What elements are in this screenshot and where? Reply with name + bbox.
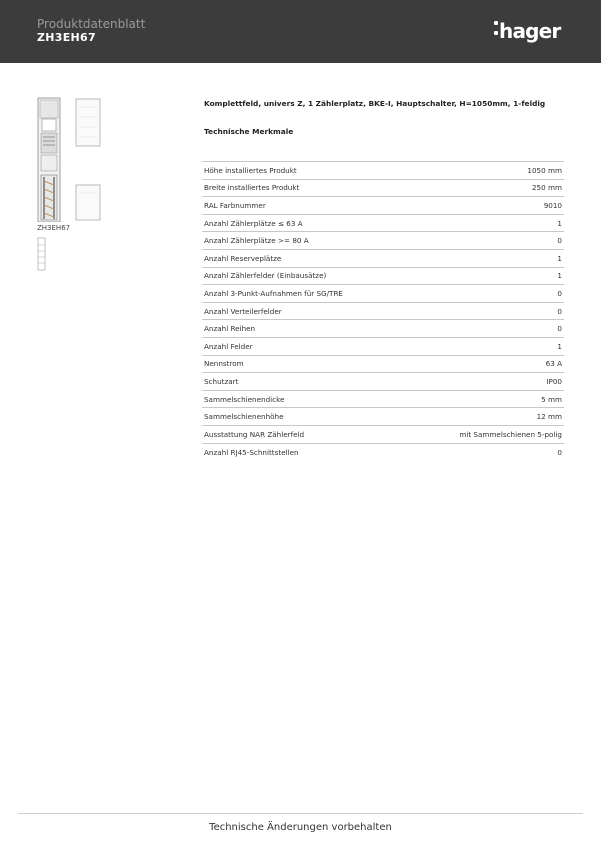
spec-label: Anzahl Zählerplätze ≤ 63 A: [202, 214, 409, 232]
table-row: [202, 249, 564, 267]
spec-value: 63 A: [409, 355, 564, 373]
logo-wordmark: hager: [499, 19, 561, 43]
spec-value: 0: [409, 232, 564, 250]
table-row: [202, 179, 564, 197]
spec-value: 0: [409, 320, 564, 338]
spec-value: IP00: [409, 373, 564, 391]
table-row: [202, 162, 564, 180]
spec-value: 12 mm: [409, 408, 564, 426]
table-row: [202, 373, 564, 391]
table-row: [202, 425, 564, 443]
footer-divider: [18, 813, 583, 814]
table-row: [202, 337, 564, 355]
hager-logo: [494, 18, 560, 44]
spec-value: 0: [409, 302, 564, 320]
spec-value: 1: [409, 337, 564, 355]
spec-label: Anzahl Reihen: [202, 320, 409, 338]
table-row: [202, 302, 564, 320]
spec-value: 250 mm: [409, 179, 564, 197]
header-bar: [0, 0, 601, 63]
product-title: Komplettfeld, univers Z, 1 Zählerplatz, BKE-I, Hauptschalter, H=1050mm, 1-feldig: [204, 99, 546, 108]
spec-value: 1: [409, 249, 564, 267]
table-row: [202, 214, 564, 232]
spec-value: 0: [409, 443, 564, 461]
table-row: [202, 408, 564, 426]
table-row: [202, 232, 564, 250]
spec-label: Anzahl 3-Punkt-Aufnahmen für SG/TRE: [202, 285, 409, 303]
product-sketch-icon: [37, 237, 47, 271]
product-image: [37, 97, 101, 222]
spec-label: Anzahl Reserveplätze: [202, 249, 409, 267]
spec-label: RAL Farbnummer: [202, 197, 409, 215]
document-id: ZH3EH67: [37, 31, 96, 44]
table-row: [202, 197, 564, 215]
spec-value: 5 mm: [409, 390, 564, 408]
spec-value: 1: [409, 267, 564, 285]
spec-label: Breite installiertes Produkt: [202, 179, 409, 197]
specs-table: [202, 161, 564, 461]
document-type: Produktdatenblatt: [37, 17, 146, 31]
spec-value: 9010: [409, 197, 564, 215]
spec-label: Höhe installiertes Produkt: [202, 162, 409, 180]
table-row: [202, 320, 564, 338]
spec-value: 1050 mm: [409, 162, 564, 180]
spec-value: mit Sammelschienen 5-polig: [409, 425, 564, 443]
spec-label: Schutzart: [202, 373, 409, 391]
spec-value: 1: [409, 214, 564, 232]
spec-label: Ausstattung NAR Zählerfeld: [202, 425, 409, 443]
spec-label: Anzahl Verteilerfelder: [202, 302, 409, 320]
table-row: [202, 443, 564, 461]
spec-label: Sammelschienendicke: [202, 390, 409, 408]
logo-colon-icon: [494, 21, 498, 41]
spec-label: Anzahl Felder: [202, 337, 409, 355]
table-row: [202, 355, 564, 373]
footer-note: Technische Änderungen vorbehalten: [209, 822, 392, 833]
section-title: Technische Merkmale: [204, 127, 294, 136]
table-row: [202, 267, 564, 285]
product-image-label: ZH3EH67: [37, 224, 71, 232]
table-row: [202, 390, 564, 408]
spec-value: 0: [409, 285, 564, 303]
spec-label: Anzahl Zählerfelder (Einbausätze): [202, 267, 409, 285]
spec-label: Sammelschienenhöhe: [202, 408, 409, 426]
spec-label: Nennstrom: [202, 355, 409, 373]
spec-label: Anzahl Zählerplätze >= 80 A: [202, 232, 409, 250]
table-row: [202, 285, 564, 303]
spec-label: Anzahl RJ45-Schnittstellen: [202, 443, 409, 461]
